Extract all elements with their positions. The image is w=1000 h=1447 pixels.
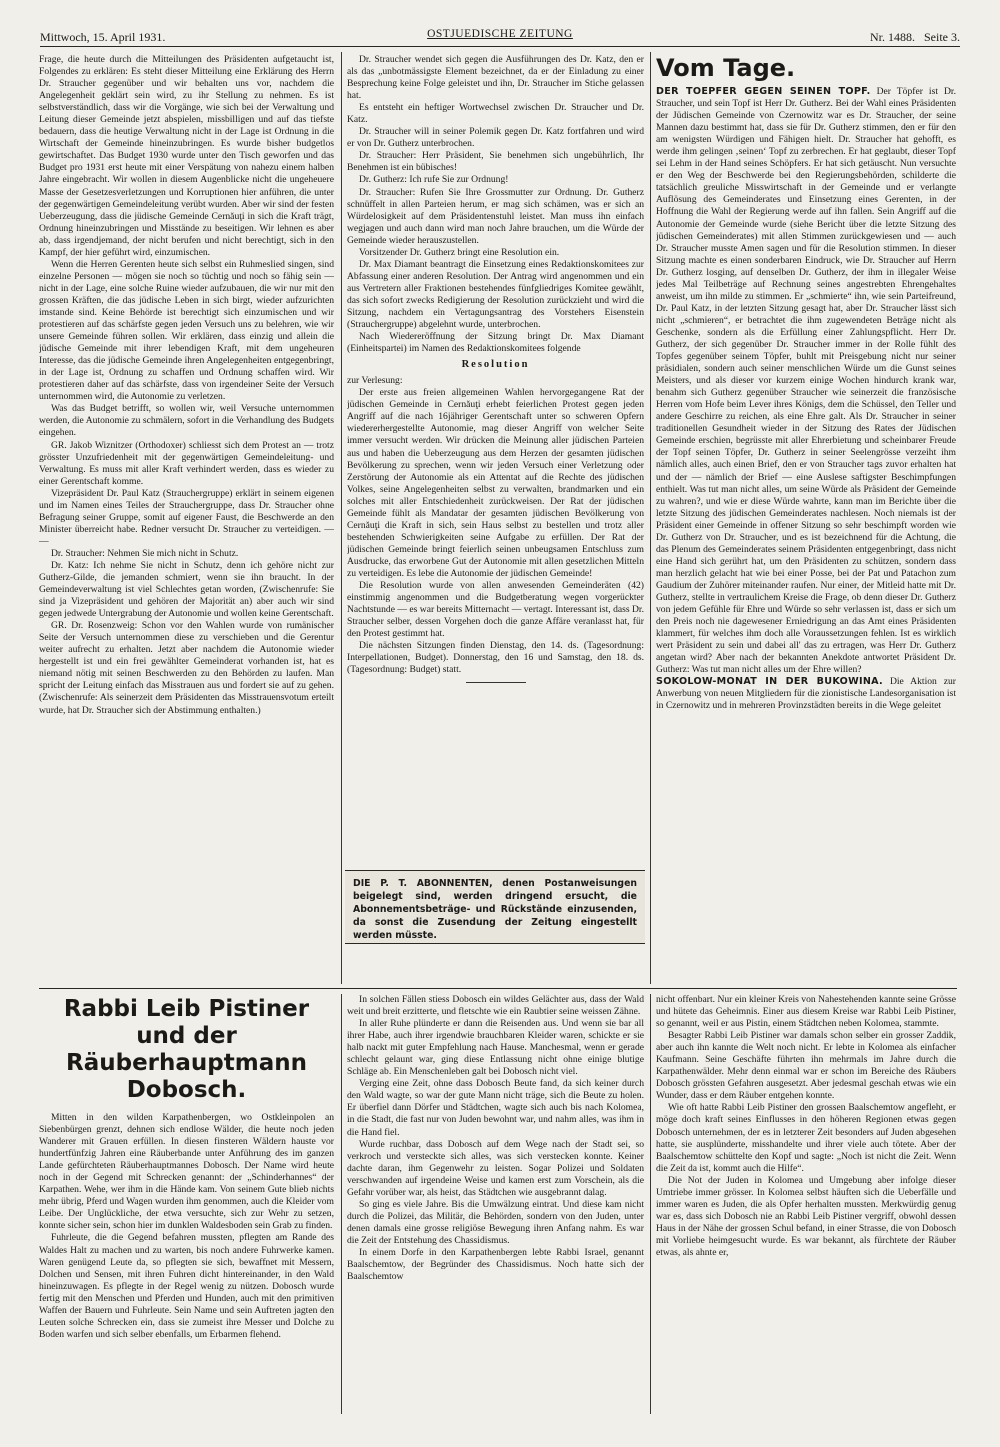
paragraph: Dr. Straucher: Nehmen Sie mich nicht in Schutz. [51,547,239,559]
subscriber-notice: DIE P. T. ABONNENTEN, denen Postanweisungen beigelegt sind, werden dringend ersucht, die Abonnementsbeträge- und Rückstände einzusenden, da sonst die Zusendung der Zeitung eingestellt werden müsste. [345,870,645,944]
paragraph: Dr. Gutherz: Ich rufe Sie zur Ordnung! [359,174,509,186]
resolution-intro: zur Verlesung: [347,375,403,387]
issue-and-page-number: Nr. 1488. Seite 3. [870,30,960,44]
toepfer-subheading: DER TOEPFER GEGEN SEINEN TOPF. [656,86,871,97]
column-rule [650,994,651,1414]
paragraph: Wurde ruchbar, dass Dobosch auf dem Wege nach der Stadt sei, so verkroch und versteckte sich alles, was sich verstecken konnte. Keiner dachte daran, ihm Gegenwehr zu leisten. Sogar Polizei und Soldaten verschwanden auf irgendeine Weise und kamen erst zum Vorschein, als die Gefahr vorüber war, als heist, das Städtchen wie ausgebrannt dalag. [347,1138,644,1198]
vom-tage-heading: Vom Tage. [656,54,796,82]
paragraph: DER TOEPFER GEGEN SEINEN TOPF. Der Töpfer ist Dr. Straucher, und sein Topf ist Herr Dr. Gutherz. Bei der Wahl eines Präsidenten der Jüdischen Gemeinde von Czernowitz war es Dr. Straucher, der seine Mannen dazu bestimmt hat, dass sie für Dr. Gutherz stimmen, den er für den am wenigsten Würdigen und Fähigen hielt. Dr. Straucher hat gehofft, es werde ihm gelingen ‚seinen‘ Topf zu zerbrechen. Er hat geglaubt, dieser Topf sei Lehm in der Hand seines Schöpfers. Er hat sich getäuscht. Nun versuchte er den Weg der Beschwerde bei den Regierungsbehörden, schilderte die tatsächlich greuliche Misswirtschaft in der Gemeinde und er verlangte Auflösung des Gemeinderates und Einsetzung eines Gerenten, in der Hoffnung die Wahl der Regierung werde auf ihn fallen. Sein Angriff auf die Autonomie der Gemeinde wurde (siehe Bericht über die letzte Sitzung des jüdischen Gemeinderates) mit allen Stimmen zurückgewiesen und — auch Dr. Straucher musste Amen sagen und für die Resolution stimmen. In dieser Sitzung machte es einen sonderbaren Eindruck, wie Dr. Straucher auf Herrn Dr. Gutherz losging, auf denselben Dr. Gutherz, der ihm in illegaler Weise jedes Mal Teilbeträge auf Rechnung seines angestrebten Ehrengehaltes anweist, um ihn milde zu stimmen. Er „schmierte“ ihn, wie sein Parteifreund, Dr. Paul Katz, in der letzten Sitzung gesagt hat, aber Dr. Straucher lässt sich nicht „schmieren“, er betrachtet die ihm zugewendeten Beträge nicht als Geschenke, sondern als die Erfüllung einer Zahlungspflicht. Herr Dr. Gutherz, der sich gegenüber Dr. Straucher immer in der Rolle fühlt des Topfes gegenüber seinem Töpfer, buhlt mit Preisgebung nicht nur seiner präsidialen, sondern auch seiner menschlichen Würde um die Gunst seines Meisters, und als dieser vor kurzem einige Wochen hindurch krank war, benahm sich Gutherz gegenüber Straucher wie seinerzeit die französische Herren vom Hofe beim Lever ihres Königs, dem die Schüssel, den Teller und andere Geschirre zu reichen, als eine Ehre galt. Als Dr. Straucher in seiner traditionellen Gesundheit wieder in der Sitzung des Rates der Jüdischen Gemeinde erschien, begrüsste mit aller Ehrerbietung und scheinbarer Freude der Topf seinen Töpfer, Dr. Gutherz in seiner Seelengrösse verzeiht ihm nämlich alles, auch einen Brief, den er von Straucher tags zuvor erhalten hat und der — nämlich der Brief — eine Auslese saftigster Beschimpfungen enthielt. Was tut man nicht alles, um seine Würde als Präsident der Gemeinde zu wahren?, und wie er diese Würde wahrte, kann man im Berichte über die letzte Sitzung des jüdischen Gemeinderates nachlesen. Noch niemals ist der Präsident einer Gemeinde in offener Sitzung so sehr beschimpft worden wie Dr. Gutherz von Dr. Straucher, und es ist bezeichnend für die Achtung, die das Plenum des Gemeinderates seinem Präsidenten entgegenbringt, dass nicht eine Hand sich gerührt hat, um den Präsidenten zu schützen, sondern dass man herzlich gelacht hat wie bei einer Posse, bei der Pat und Patachon zum Gaudium der Zuhörer miteinander raufen. Nur einer, der Mitleid hatte mit Dr. Gutherz, stellte in vertraulichem Kreise die Frage, ob denn dieser Dr. Gutherz von jedem Gefühle für Ehre und Würde so sehr verlassen ist, dass er sich um den Preis noch nie dagewesener Erniedrigung an das Amt eines Präsidenten klammert, für welches ihm doch alle Voraussetzungen fehlen. Ist es wirklich wert Präsident zu sein und dabei all' das zu ertragen, was Herr Dr. Gutherz angetan wird? Aber nach der bekannten Anekdote antwortet Präsident Dr. Gutherz: Was tut man nicht alles um der Ehre willen? [656,86,956,676]
page-header [40,24,960,47]
paragraph: Dr. Straucher will in seiner Polemik gegen Dr. Katz fortfahren und wird er von Dr. Gutherz unterbrochen. [347,126,644,150]
resolution-heading: Resolution [461,359,530,371]
paragraph: Wenn die Herren Gerenten heute sich selbst ein Ruhmeslied singen, sind einzelne Personen — mögen sie noch so tüchtig und noch so fähig sein — nicht in der Lage, eine solche Ruine wieder aufzubauen, die wir nur mit den grossen Kräften, die das jüdische Leben in sich birgt, wieder aufzurichten imstande sind. Keine Behörde ist berechtigt sich einzumischen und wir protestieren auf das schärfste gegen jeden Versuch uns zu belehren, wie wir unsere Gemeinde führen sollen. Wir erklären, dass einzig und allein die jüdische Gemeinde mit ihrer lebendigen Kraft, mit dem ungeheuren Interesse, das die jüdische Gemeinde ihren Angelegenheiten entgegenbringt, in der Lage ist, Ordnung zu schaffen und Ordnung schaffen wird. Wir protestieren daher auf das schärfste, dass von irgendeiner Seite der Versuch unternommen wird, die Autonomie zu verletzen. [39,258,334,403]
paragraph: Vorsitzender Dr. Gutherz bringt eine Resolution ein. [359,246,560,258]
paragraph: Dr. Straucher wendet sich gegen die Ausführungen des Dr. Katz, den er als das „unbotmässigste Element bezeichnet, da er der Einladung zu einer Besprechung keine Folge geleistet und ihn, Dr. Straucher im Stiche gelassen hat. [347,54,644,102]
paragraph: Vizepräsident Dr. Paul Katz (Strauchergruppe) erklärt in seinem eigenen und im Namen eines Teiles der Strauchergruppe, dass Dr. Straucher ohne Befragung seiner Gruppe, somit auf eigener Faust, die Beschwerde an den Minister überreicht habe. Redner versucht Dr. Straucher zu verteidigen. — — [39,487,334,547]
paragraph: Dr. Max Diamant beantragt die Einsetzung eines Redaktionskomitees zur Abfassung einer anderen Resolution. Der Antrag wird angenommen und ein aus Vertretern aller Fraktionen bestehendes fünfgliedriges Komitee gewählt, das sich sofort zwecks Redigierung der Resolution zurückzieht und wird die Sitzung, nachdem ein Vertagungsantrag des Vorstehers Eisenstein (Strauchergruppe) abgelehnt wurde, unterbrochen. [347,258,644,331]
paragraph: GR. Jakob Wiznitzer (Orthodoxer) schliesst sich dem Protest an — trotz grösster Unzufriedenheit mit der gegenwärtigen Gemeindeleitung- und Verwaltung. Es muss mit aller Kraft verhindert werden, dass es wieder zu einer Gerentschaft komme. [39,439,334,487]
paragraph: So ging es viele Jahre. Bis die Umwälzung eintrat. Und diese kam nicht durch die Polizei, das Militär, die Behörden, sondern von den Juden, unter denen damals eine grosse religiöse Bewegung ihren Anfang nahm. Es war die Zeit der Entstehung des Chassidismus. [347,1198,644,1246]
paragraph: GR. Dr. Rosenzweig: Schon vor den Wahlen wurde von rumänischer Seite der Versuch unternommen diese zu verschieben und die Gerentur weiter aufrecht zu erhalten. Jetzt aber nachdem die Autonomie wieder hergestellt ist und ein frei gewählter Gemeinderat vorhanden ist, hat es niemand nötig mit seinen Beschwerden zu den Behörden zu laufen. Man spricht der Leitung einfach das Misstrauen aus und fordert sie auf zu gehen. (Zwischenrufe: Als seinerzeit dem Präsidenten das Misstrauensvotum erteilt wurde, hat Dr. Straucher sich der Abstimmung enthalten.) [39,620,334,716]
newspaper-name: OSTJUEDISCHE ZEITUNG [427,28,573,40]
paragraph: Verging eine Zeit, ohne dass Dobosch Beute fand, da sich keiner durch den Wald wagte, so war der gute Mann nicht träge, sich die Beute zu holen. Er überfiel dann Dörfer und Städtchen, wagte sich auch bis nach Kolomea, in die Stadt, die fast nur von Juden bewohnt war, und nahm alles, was ihm in die Hand fiel. [347,1078,644,1138]
paragraph: SOKOLOW-MONAT IN DER BUKOWINA. Die Aktion zur Anwerbung von neuen Mitgliedern für die zionistische Landesorganisation ist in Czernowitz und in mehreren Provinzstädten bereits in die Wege geleitet [656,676,956,712]
paragraph: Die nächsten Sitzungen finden Dienstag, den 14. ds. (Tagesordnung: Interpellationen, Budget). Donnerstag, den 16 und Samstag, den 18. ds. (Tagesordnung: Budget) statt. [347,640,644,676]
paragraph: Die Not der Juden in Kolomea und Umgebung aber infolge dieser Umtriebe immer grösser. In Kolomea selbst häuften sich die Ueberfälle und immer waren es Juden, die als Opfer herhalten mussten. Merkwürdig genug war es, dass sich Dobosch nie an Rabbi Leib Pistiner vergriff, obwohl dessen Haus in der Nähe der grossen Schul befand, in einer Strasse, die von Dobosch mit Vorliebe heimgesucht wurde. Es war bekannt, als fürchtete der Räuber etwas, als ahnte er, [656,1174,956,1258]
paragraph: Dr. Straucher: Herr Präsident, Sie benehmen sich ungebührlich, Ihr Benehmen ist ein bübisches! [347,150,644,174]
paragraph: Nach Wiedereröffnung der Sitzung bringt Dr. Max Diamant (Einheitspartei) im Namen des Redaktionskomitees folgende [347,331,644,355]
paragraph: Dr. Katz: Ich nehme Sie nicht in Schutz, denn ich gehöre nicht zur Gutherz-Gilde, die jemanden schmiert, wenn sie ihn braucht. In der Gemeindeverwaltung ist viel Schlechtes getan worden, (Zwischenrufe: Sie sind ja Vizepräsident und gehören der Majorität an) aber auch wir sind gegen jedwede Untergrabung der Autonomie und wollen keine Gerentschaft. [39,559,334,620]
section-rule [39,988,957,989]
paragraph: In einem Dorfe in den Karpathenbergen lebte Rabbi Israel, genannt Baalschemtow, der Begründer des Chassidismus. Noch hatte sich der Baalschemtow [347,1246,644,1283]
column-rule [650,52,651,984]
column-rule [341,994,342,1414]
council-report-column-2 [347,54,644,864]
issue-date: Mittwoch, 15. April 1931. [40,30,166,44]
paragraph: In solchen Fällen stiess Dobosch ein wildes Gelächter aus, dass der Wald weit und breit erzitterte, und fletschte wie ein Raubtier seine weissen Zähne. [347,994,644,1018]
story-title: Rabbi Leib Pistiner und der Räuberhauptmann Dobosch. [63,996,310,1103]
section-divider [466,682,526,683]
council-report-column-1 [39,54,334,984]
resolution-text: Der erste aus freien allgemeinen Wahlen hervorgegangene Rat der jüdischen Gemeinde in Cernăuţi erhebt feierlichen Protest gegen jeden Angriff auf die nach 16jähriger Gerentschaft unter so schweren Opfern wiedererhergestellte Autonomie, mag dieser Angriff von welcher Seite immer versucht werden. Wir drücken die Meinung aller jüdischen Parteien aus und haben die Ueberzeugung aus dem Herzen der gesamten jüdischen Bevölkerung zu sprechen, wenn wir jeden Versuch einer Verletzung oder Zerstörung der Autonomie als ein Attentat auf die Rechte des jüdischen Volkes, seine Angelegenheiten selbst zu verwalten, brandmarken und ein solches mit aller Entschiedenheit zurückweisen. Der Rat der jüdischen Gemeinde fühlt als Mandatar der gesamten jüdischen Bevölkerung von Cernăuţi die Kraft in sich, sein Haus selbst zu bestellen und trotz aller bestehenden Schwierigkeiten seine Aufgabe zu erfüllen. Der Rat der jüdischen Gemeinde bringt feierlich seinen unbeugsamen Entschluss zum Ausdrucke, das erworbene Gut der Autonomie mit allen gesetzlichen Mitteln zu verteidigen. Es lebe die Autonomie der jüdischen Gemeinde! [347,387,644,579]
sokolow-subheading: SOKOLOW-MONAT IN DER BUKOWINA. [656,676,884,688]
column-rule [341,52,342,984]
paragraph: In aller Ruhe plünderte er dann die Reisenden aus. Und wenn sie bar all ihrer Habe, auch ihrer irgendwie brauchbaren Kleider waren, schickte er sie halb nackt mit guter Empfehlung nach Hause. Manchesmal, wenn er gerade schlecht gelaunt war, ging diese Entlassung nicht ohne einige blutige Schläge ab. Ein Menschenleben galt bei Dobosch nicht viel. [347,1018,644,1078]
paragraph: Was das Budget betrifft, so wollen wir, weil Versuche unternommen werden, die Autonomie zu schmälern, sofort in die Verhandlung des Budgets eingehen. [39,403,334,439]
paragraph: Die Resolution wurde von allen anwesenden Gemeinderäten (42) einstimmig angenommen und die Budgetberatung wegen vorgerückter Nachtstunde — es war bereits Mitternacht — vertagt. Interessant ist, dass Dr. Straucher selber, dessen Vorgehen doch die ganze Affäre veranlasst hat, für den Protest gestimmt hat. [347,580,644,640]
paragraph: Frage, die heute durch die Mitteilungen des Präsidenten aufgetaucht ist, Folgendes zu erklären: Es steht dieser Mitteilung eine Erklärung des Herrn Dr. Straucher gegenüber und wir behalten uns vor, nachdem die Angelegenheit geklärt sein wird, zu ihr Stellung zu nehmen. Es ist selbstverständlich, dass wir die Vorgänge, wie sich bei der Verwaltung und Leitung dieser Gemeinde jetzt abspielen, missbilligen und auf das tiefste bedauern, dass die heutige Verwaltung nicht in der Lage ist Ordnung in die Wirtschaft der Gemeinde hineinzubringen. Es wurde bisher budgetlos gewirtschaftet. Das Budget 1930 wurde unter den Tisch geworfen und das Budget pro 1931 erst heute mit einer Verspätung von nahezu einem halben Jahre eingebracht. Wir wollen in diesem Augenblicke nicht die ungeheuere Masse der Gesetzesverletzungen und Korruptionen hier anführen, die unter der gegenwärtigen Gemeindeleitung verübt wurden. Aber wir sind der festen Ueberzeugung, dass die jüdische Gemeinde Cernăuţi in sich die Kraft trägt, Ordnung hineinzubringen und Misstände zu beseitigen. Wir lehnen es aber ab, dass irgendjemand, der nicht berufen und nicht berechtigt, sich in den Kampf, der hier geführt wird, einzumischen. [39,54,334,258]
paragraph: Es entsteht ein heftiger Wortwechsel zwischen Dr. Straucher und Dr. Katz. [347,102,644,126]
paragraph: Mitten in den wilden Karpathenbergen, wo Ostkleinpolen an Siebenbürgen grenzt, dehnen sich endlose Wälder, die heute noch jeden Wanderer mit Grauen erfüllen. In diesen finsteren Wäldern hauste vor hundertfünfzig Jahren eine Räuberbande unter Anführung des im ganzen Lande gefürchteten Räuberhauptmannes Dobosch. Der Name wird heute noch in der Gegend mit Schrecken genannt: der „Schinderhannes“ der Karpathen. Wehe, wer ihm in die Hände kam. Von seinem Gute blieb nichts mehr übrig, Pferd und Wagen wurden ihm genommen, auch die Kleider vom Leibe. Der Unglückliche, der etwa versuchte, sich zur Wehr zu setzen, konnte sicher sein, schon hier im dunklen Waldesboden sein Grab zu finden. [39,1112,334,1232]
paragraph: Fuhrleute, die die Gegend befahren mussten, pflegten am Rande des Waldes Halt zu machen und zu warten, bis noch andere Fuhrwerke kamen. Waren genügend Leute da, so pflegten sie sich, bewaffnet mit Messern, Dolchen und Sensen, mit ihren Fuhren dicht hintereinander, in den Wald hineinzuwagen. Es pflegte in der Regel wenig zu nützen. Dobosch wurde fertig mit den Menschen und Pferden und Hunden, auch mit den primitiven Waffen der Bauern und Fuhrleute. Sein Name und sein Auftreten jagten den Leuten solche Schrecken ein, dass sie zumeist ihre Messer und Dolche zu Boden warfen und sich selber ebenfalls, um Erbarmen flehend. [39,1232,334,1340]
paragraph: Dr. Straucher: Rufen Sie Ihre Grossmutter zur Ordnung. Dr. Gutherz schnüffelt in allen Parteien herum, er mag sich schämen, was er sich an Würdelosigkeit auf dem Präsidentenstuhl leistet. Man muss ihn einfach wegjagen und auch dann wird man noch Jahre brauchen, um die Würde der Gemeinde wieder herauszustellen. [347,186,644,246]
story-column-1 [39,994,334,1414]
vom-tage-column [656,54,956,984]
paragraph: Wie oft hatte Rabbi Leib Pistiner den grossen Baalschemtow angefleht, er möge doch kraft seines Einflusses in den höheren Regionen etwas gegen Dobosch unternehmen, der es in letzterer Zeit besonders auf Juden abgesehen hatte, sie ausplünderte, misshandelte und ihrer viele auch tötete. Aber der Baalschemtow schüttelte den Kopf und sagte: „Noch ist nicht die Zeit. Wenn die Zeit da ist, kommt auch die Hilfe“. [656,1102,956,1174]
story-column-3 [656,994,956,1414]
paragraph: nicht offenbart. Nur ein kleiner Kreis von Nahestehenden kannte seine Grösse und hütete das Geheimnis. Einer aus diesem Kreise war Rabbi Leib Pistiner, so genannt, weil er aus Pistin, einem Städtchen neben Kolomea, stammte. [656,994,956,1030]
story-column-2 [347,994,644,1414]
paragraph: Besagter Rabbi Leib Pistiner war damals schon selber ein grosser Zaddik, aber auch ihn kannte die Welt noch nicht. Er lebte in Kolomea als einfacher Kaufmann. Seine Geschäfte führten ihn mehrmals im Jahre durch die Karpathenwälder. Mehr denn einmal war er schon im Bereiche des Räubers Dobosch grössten Gefahren ausgesetzt. Aber jedesmal geschah etwas wie ein Wunder, dass er dem Räuber entgehen konnte. [656,1030,956,1102]
